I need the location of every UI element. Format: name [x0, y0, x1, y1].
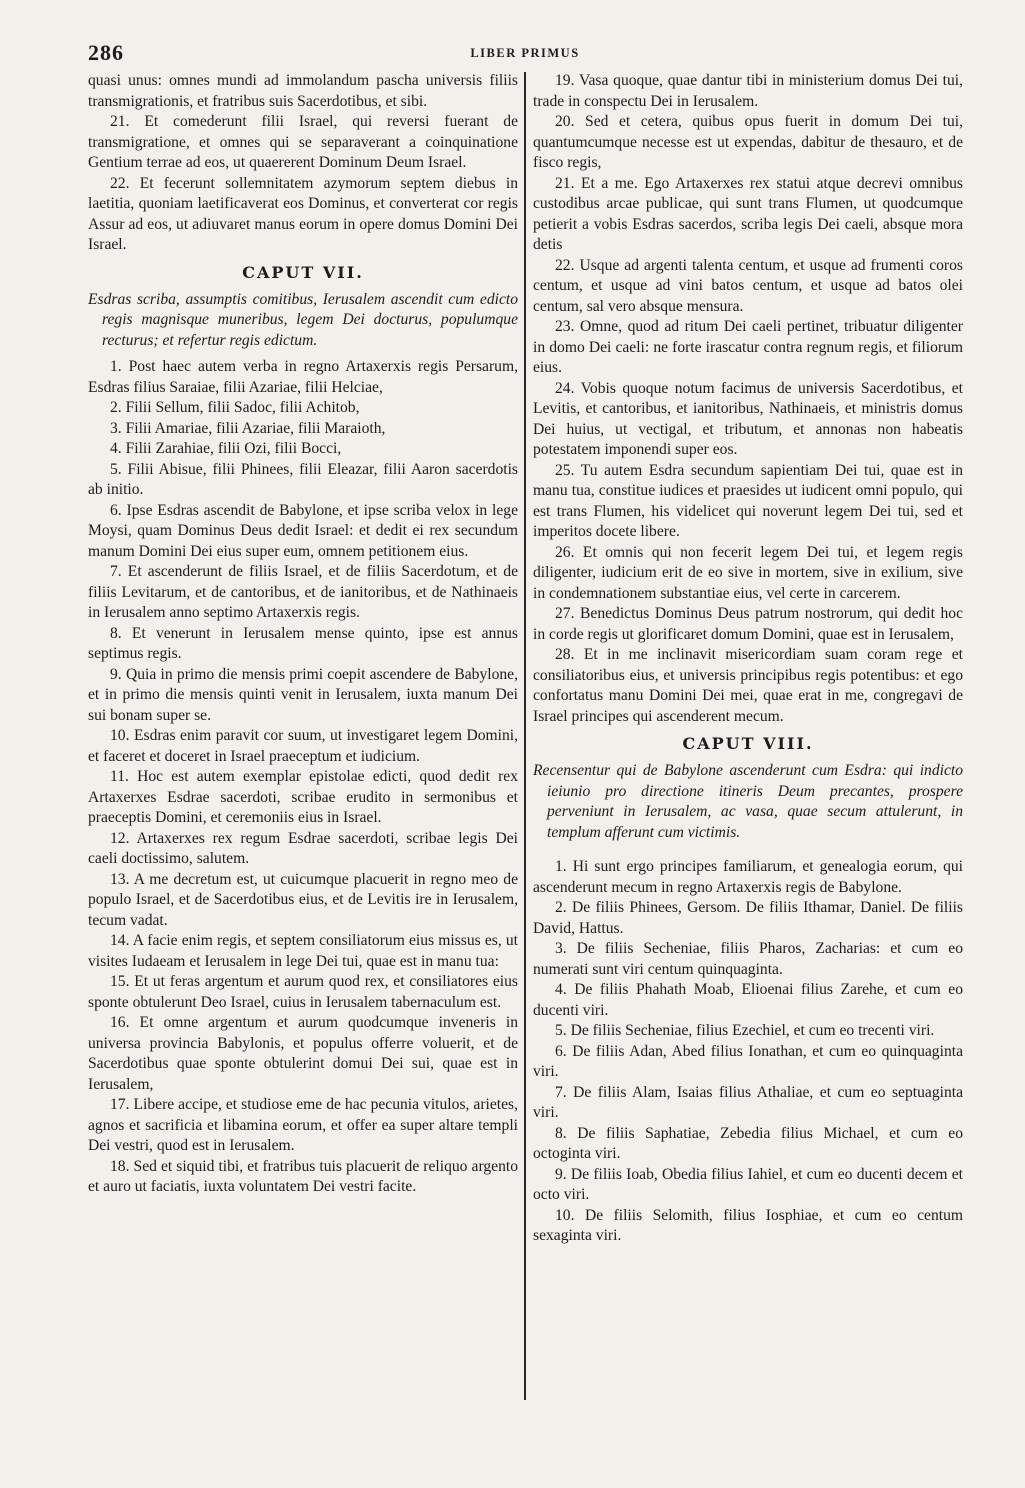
verse: 12. Artaxerxes rex regum Esdrae sacerdoti, scribae legis Dei caeli doctissimo, salutem. — [88, 829, 518, 867]
verse: 2. De filiis Phinees, Gersom. De filiis Ithamar, Daniel. De filiis David, Hattus. — [533, 899, 963, 937]
verse: 17. Libere accipe, et studiose eme de hac pecunia vitulos, arietes, agnos et sacrificia et libamina eorum, et offer ea super altare templi Dei vestri, quod est in Ierusalem. — [88, 1096, 518, 1154]
verse: 9. Quia in primo die mensis primi coepit ascendere de Babylone, et in primo die mensis quinti venit in Ierusalem, iuxta manum Dei sui bonam super se. — [88, 665, 518, 724]
verse: 22. Usque ad argenti talenta centum, et usque ad frumenti coros centum, et usque ad vini batos centum, et usque ad batos olei centum, sal vero absque mensura. — [533, 256, 963, 315]
verse: 7. Et ascenderunt de filiis Israel, et de filiis Sacerdotum, et de filiis Levitarum, et de cantoribus, et de ianitoribus, et de Nathinaeis in Ierusalem anno septimo Artaxerxis regis. — [88, 563, 518, 621]
verse: 5. De filiis Secheniae, filius Ezechiel, et cum eo trecenti viri. — [555, 1022, 935, 1039]
verse: 13. A me decretum est, ut cuicumque placuerit in regno meo de populo Israel, et de Sacerdotibus eius, et de Levitis ire in Ierusalem, tecum vadat. — [88, 870, 518, 929]
verse: 5. Filii Abisue, filii Phinees, filii Eleazar, filii Aaron sacerdotis ab initio. — [88, 460, 518, 498]
chapter-summary: Recensentur qui de Babylone ascenderunt cum Esdra: qui indicto ieiunio pro directione itineris Deum precantes, prospere perveniunt in Ierusalem, ac vasa, quae secum attulerunt, in templum afferunt cum victimis. — [533, 762, 963, 841]
verse: 8. Et venerunt in Ierusalem mense quinto, ipse est annus septimus regis. — [88, 624, 518, 662]
verse: 4. Filii Zarahiae, filii Ozi, filii Bocci, — [110, 440, 342, 457]
verse: 26. Et omnis qui non fecerit legem Dei tui, et legem regis diligenter, iudicium erit de eo sive in mortem, sive in exilium, sive in condemnationem substantiae eius, vel certe in carcerem. — [533, 543, 963, 602]
chapter-summary: Esdras scriba, assumptis comitibus, Ierusalem ascendit cum edicto regis magnisque muneribus, legem Dei docturus, populumque recturus; et refertur regis edictum. — [88, 290, 518, 349]
right-column — [533, 71, 963, 1247]
verse: 7. De filiis Alam, Isaias filius Athaliae, et cum eo septuaginta viri. — [533, 1083, 963, 1121]
verse: 14. A facie enim regis, et septem consiliatorum eius missus es, ut visites Iudaeam et Ierusalem in lege Dei tui, quae est in manu tua: — [88, 932, 518, 970]
verse: 11. Hoc est autem exemplar epistolae edicti, quod dedit rex Artaxerxes Esdrae sacerdoti, scribae erudito in sermonibus et praeceptis Domini, et ceremoniis eius in Israel. — [88, 768, 518, 826]
verse: 16. Et omne argentum et aurum quodcumque inveneris in universa provincia Babylonis, et populus offerre voluerit, et de Sacerdotibus quae sponte obtulerint domui Dei sui, quae est in Ierusalem, — [88, 1014, 518, 1093]
verse: 19. Vasa quoque, quae dantur tibi in ministerium domus Dei tui, trade in conspectu Dei in Ierusalem. — [533, 72, 963, 110]
verse: 10. Esdras enim paravit cor suum, ut investigaret legem Domini, et faceret et doceret in Israel praeceptum et iudicium. — [88, 727, 518, 765]
left-column — [88, 71, 518, 1198]
page-header — [88, 40, 962, 66]
verse: 20. Sed et cetera, quibus opus fuerit in domum Dei tui, quantumcumque necesse est ut expendas, dabitur de thesauro, et de fisco regis, — [533, 113, 963, 171]
verse: 6. Ipse Esdras ascendit de Babylone, et ipse scriba velox in lege Moysi, quam Dominus Deus dedit Israel: et dedit ei rex secundum manum Domini Dei eius super eum, omnem petitionem eius. — [88, 501, 518, 560]
running-title: LIBER PRIMUS — [470, 46, 580, 60]
verse: 15. Et ut feras argentum et aurum quod rex, et consiliatores eius sponte obtulerunt Deo Israel, cuius in Ierusalem tabernaculum est. — [88, 973, 518, 1011]
verse: 2. Filii Sellum, filii Sadoc, filii Achitob, — [110, 399, 360, 416]
verse: 9. De filiis Ioab, Obedia filius Iahiel, et cum eo ducenti decem et octo viri. — [533, 1165, 963, 1203]
verse: 21. Et a me. Ego Artaxerxes rex statui atque decrevi omnibus custodibus arcae publicae, qui sunt trans Flumen, ut quodcumque petierit a vobis Esdras sacerdos, scriba legis Dei caeli, absque mora detis — [533, 174, 963, 253]
verse: 22. Et fecerunt sollemnitatem azymorum septem diebus in laetitia, quoniam laetificaverat eos Dominus, et converterat cor regis Assur ad eos, ut adiuvaret manus eorum in opere domus Domini Dei Israel. — [88, 174, 518, 253]
verse-continuation: quasi unus: omnes mundi ad immolandum pascha universis filiis transmigrationis, et fratribus suis Sacerdotibus, et sibi. — [88, 72, 518, 110]
verse: 24. Vobis quoque notum facimus de universis Sacerdotibus, et Levitis, et cantoribus, et ianitoribus, Nathinaeis, et ministris domus Dei huius, ut vectigal, et tributum, et annonas non habeatis potestatem imponendi super eos. — [533, 379, 963, 458]
verse: 10. De filiis Selomith, filius Iosphiae, et cum eo centum sexaginta viri. — [533, 1206, 963, 1244]
verse: 25. Tu autem Esdra secundum sapientiam Dei tui, quae est in manu tua, constitue iudices et praesides ut iudicent omni populo, qui est trans Flumen, his videlicet qui noverunt legem Dei tui, sed et imperitos docete libere. — [533, 461, 963, 540]
verse: 28. Et in me inclinavit misericordiam suam coram rege et consiliatoribus eius, et universis principibus regis potentibus: et ego confortatus manu Domini Dei mei, quae erat in me, congregavi de Israel principes qui ascenderent mecum. — [533, 646, 963, 725]
verse: 8. De filiis Saphatiae, Zebedia filius Michael, et cum eo octoginta viri. — [533, 1124, 963, 1162]
verse: 27. Benedictus Dominus Deus patrum nostrorum, qui dedit hoc in corde regis ut glorificaret domum Domini, quae est in Ierusalem, — [533, 605, 963, 643]
verse: 6. De filiis Adan, Abed filius Ionathan, et cum eo quinquaginta viri. — [533, 1042, 963, 1080]
verse: 23. Omne, quod ad ritum Dei caeli pertinet, tribuatur diligenter in domo Dei caeli: ne forte irascatur contra regnum regis, et filiorum eius. — [533, 318, 963, 376]
verse: 1. Hi sunt ergo principes familiarum, et genealogia eorum, qui ascenderunt mecum in regno Artaxerxis regis de Babylone. — [533, 858, 963, 896]
page-number: 286 — [88, 40, 124, 65]
verse: 4. De filiis Phahath Moab, Elioenai filius Zarehe, et cum eo ducenti viri. — [533, 981, 963, 1019]
column-divider — [524, 72, 526, 1400]
verse: 18. Sed et siquid tibi, et fratribus tuis placuerit de reliquo argento et auro ut faciatis, iuxta voluntatem Dei vestri facite. — [88, 1157, 518, 1195]
chapter-heading: CAPUT VII. — [242, 262, 364, 282]
verse: 21. Et comederunt filii Israel, qui reversi fuerant de transmigratione, et omnes qui se separaverant a coinquinatione Gentium terrae ad eos, ut quaererent Dominum Deum Israel. — [88, 113, 518, 171]
verse: 1. Post haec autem verba in regno Artaxerxis regis Persarum, Esdras filius Saraiae, filii Azariae, filii Helciae, — [88, 358, 518, 396]
chapter-heading: CAPUT VIII. — [682, 734, 814, 753]
verse: 3. Filii Amariae, filii Azariae, filii Maraioth, — [110, 419, 386, 437]
verse: 3. De filiis Secheniae, filiis Pharos, Zacharias: et cum eo numerati sunt viri centum quinquaginta. — [533, 940, 963, 978]
